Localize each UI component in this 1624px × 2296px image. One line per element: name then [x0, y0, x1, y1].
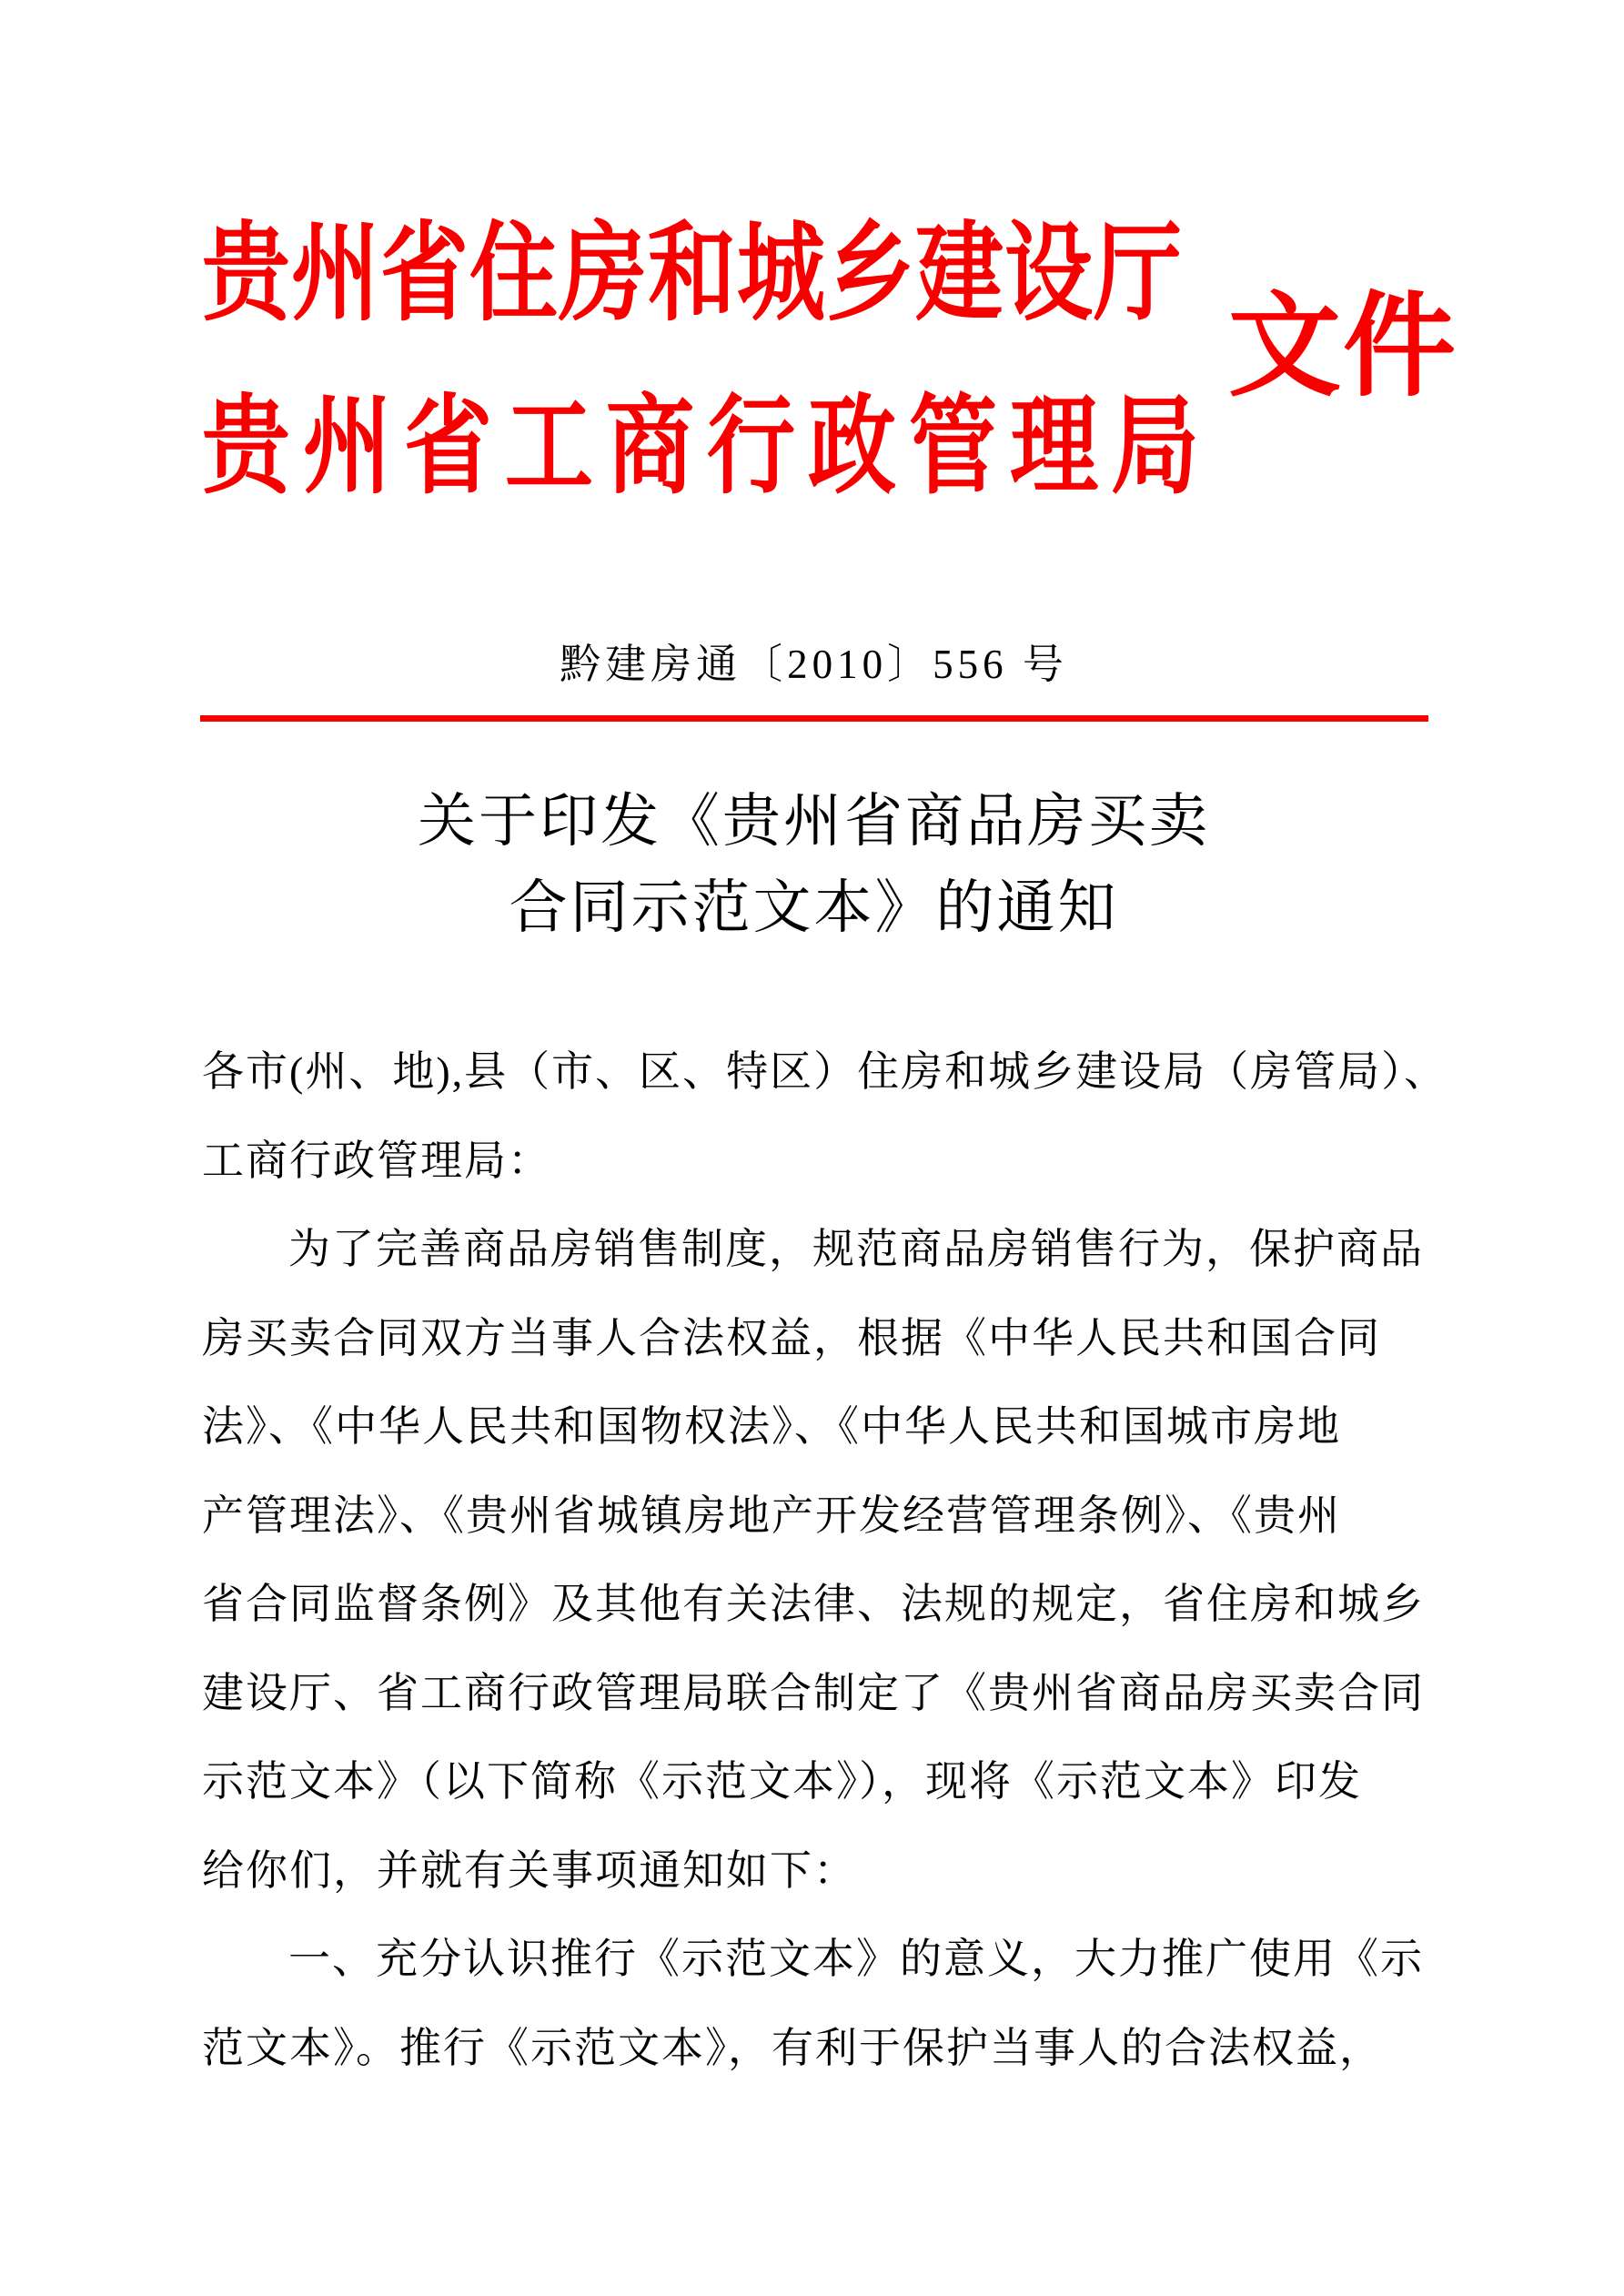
body-line: 范文本》。推行《示范文本》，有利于保护当事人的合法权益，	[202, 2024, 1383, 2071]
body-line: 为了完善商品房销售制度，规范商品房销售行为，保护商品	[288, 1226, 1424, 1272]
body-line: 各市(州、地),县（市、区、特区）住房和城乡建设局（房管局）、	[202, 1048, 1448, 1095]
body-line: 省合同监督条例》及其他有关法律、法规的规定，省住房和城乡	[202, 1581, 1425, 1627]
body-line: 一、充分认识推行《示范文本》的意义，大力推广使用《示	[288, 1936, 1424, 1982]
body-line: 产管理法》、《贵州省城镇房地产开发经营管理条例》、《贵州	[202, 1492, 1341, 1539]
document-title-line2: 合同示范文本》的通知	[509, 875, 1119, 940]
body-line: 给你们，并就有关事项通知如下：	[202, 1846, 857, 1894]
body-line: 房买卖合同双方当事人合法权益，根据《中华人民共和国合同	[202, 1314, 1381, 1361]
red-divider-line	[200, 715, 1428, 722]
letterhead-doc-type-label: 文件	[1228, 285, 1458, 410]
body-line: 工商行政管理局：	[202, 1137, 551, 1184]
letterhead-agency-line1: 贵州省住房和城乡建设厅	[202, 214, 1183, 334]
document-body	[202, 1027, 1448, 2092]
letterhead-agency-line2: 贵州省工商行政管理局	[202, 387, 1212, 507]
body-line: 示范文本》（以下简称《示范文本》），现将《示范文本》印发	[202, 1758, 1362, 1805]
body-line: 法》、《中华人民共和国物权法》、《中华人民共和国城市房地	[202, 1403, 1341, 1450]
body-line: 建设厅、省工商行政管理局联合制定了《贵州省商品房买卖合同	[202, 1669, 1425, 1716]
document-title-line1: 关于印发《贵州省商品房买卖	[418, 789, 1210, 854]
document-title	[202, 778, 1426, 951]
document-number: 黔建房通〔2010〕556 号	[560, 642, 1068, 687]
